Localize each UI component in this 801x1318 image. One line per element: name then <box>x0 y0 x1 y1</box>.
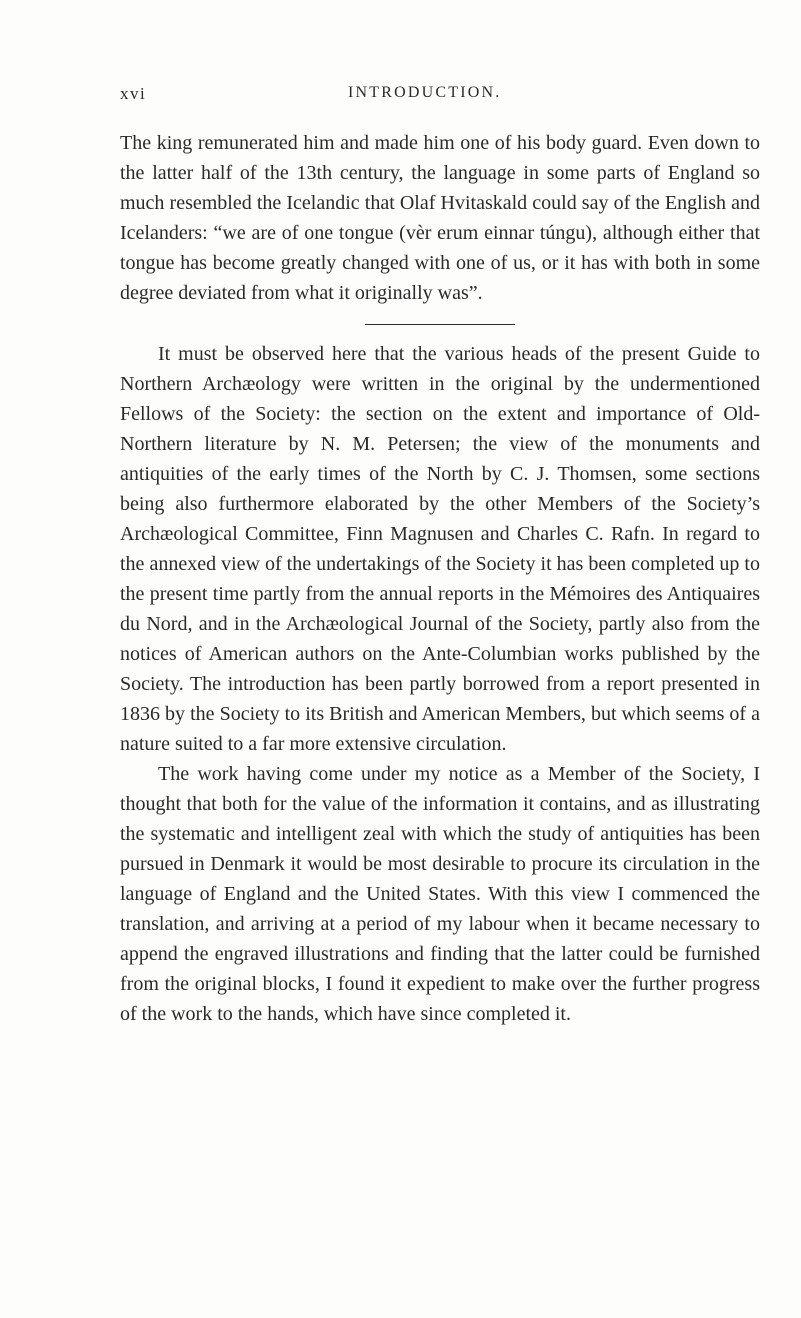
section-divider <box>365 324 515 325</box>
paragraph-translation: The work having come under my notice as a Member of the Society, I thought that both for the value of the information it contains, and as illustrating the systematic and intelligent zeal with which the study of antiquities has been pursued in Denmark it would be most desirable to procure its circulation in the language of England and the United States. With this view I commenced the translation, and arriving at a period of my labour when it became necessary to append the engraved illustrations and finding that the latter could be furnished from the original blocks, I found it expedient to make over the further progress of the work to the hands, which have since completed it. <box>120 763 760 1025</box>
page-header <box>120 84 760 108</box>
body-text <box>120 128 760 1029</box>
paragraph-authors: It must be observed here that the various heads of the present Guide to Northern Archæology were written in the original by the undermentioned Fellows of the Society: the section on the extent and importance of Old-Northern literature by N. M. Petersen; the view of the monuments and antiquities of the early times of the North by C. J. Thomsen, some sections being also furthermore elaborated by the other Members of the Society’s Archæological Committee, Finn Magnusen and Charles C. Rafn. In regard to the annexed view of the undertakings of the Society it has been completed up to the present time partly from the annual reports in the Mémoires des Antiquaires du Nord, and in the Archæological Journal of the Society, partly also from the notices of American authors on the Ante-Columbian works published by the Society. The introduction has been partly borrowed from a report presented in 1836 by the Society to its British and American Members, but which seems of a nature suited to a far more extensive circulation. <box>120 343 760 755</box>
paragraph-continuation: The king remunerated him and made him one of his body guard. Even down to the latter half of the 13th century, the language in some parts of England so much resembled the Icelandic that Olaf Hvitaskald could say of the English and Icelanders: “we are of one tongue (vèr erum einnar túngu), although either that tongue has become greatly changed with one of us, or it has with both in some degree deviated from what it originally was”. <box>120 132 760 304</box>
page-number: xvi <box>120 84 147 103</box>
running-title: INTRODUCTION. <box>348 84 502 101</box>
